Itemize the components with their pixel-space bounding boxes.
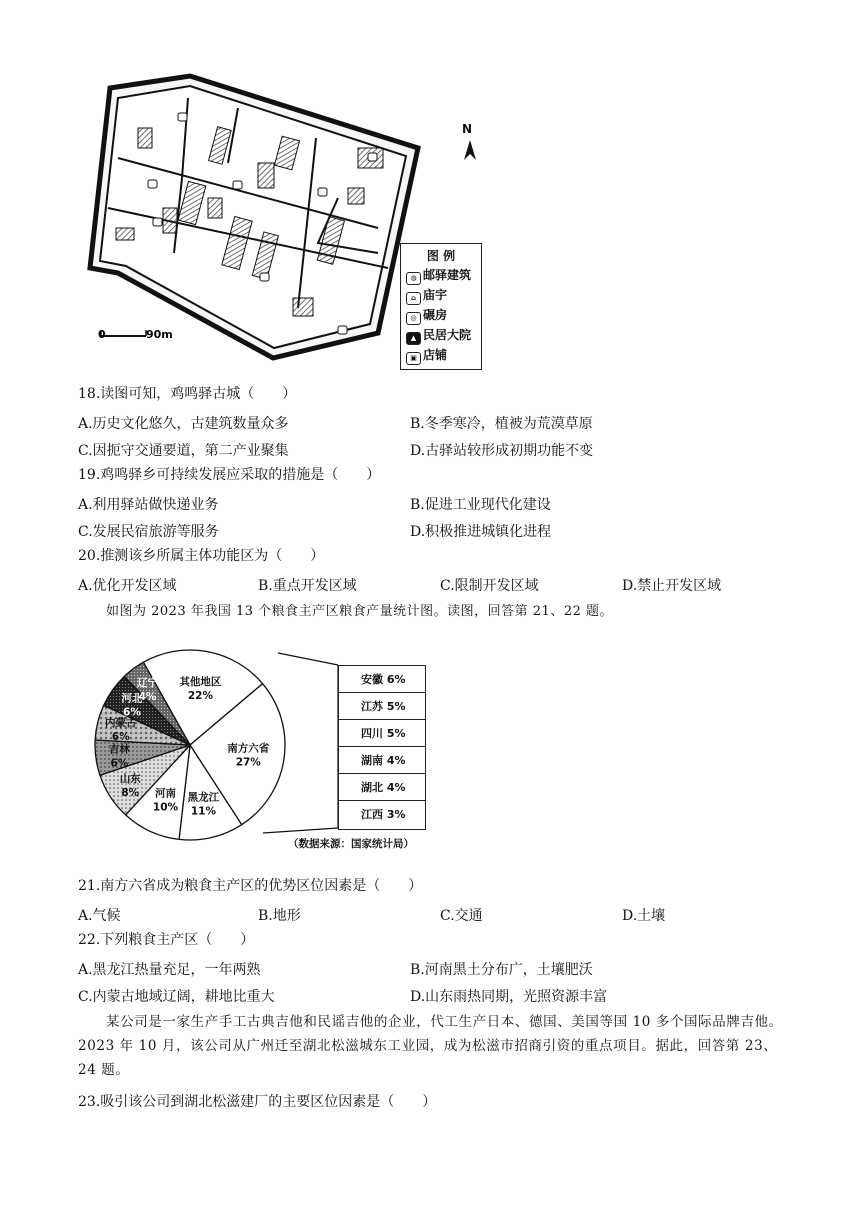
q20-option-a[interactable]: A.优化开发区域 — [78, 578, 177, 594]
q21-option-d[interactable]: D.土壤 — [622, 908, 666, 924]
breakdown-row: 湖南 4% — [339, 747, 425, 774]
pie-slice-label: 其他地区 — [179, 676, 222, 689]
q22-stem: 22.下列粮食主产区（ ） — [78, 932, 255, 948]
pie-slice-value: 8% — [121, 786, 140, 799]
legend-item: ⌂ 庙宇 — [401, 285, 481, 305]
q18-stem: 18.读图可知，鸡鸣驿古城（ ） — [78, 386, 297, 402]
q22-option-b[interactable]: B.河南黑土分布广，土壤肥沃 — [410, 962, 593, 978]
temple-icon: ⌂ — [406, 292, 421, 305]
q18-option-a[interactable]: A.历史文化悠久，古建筑数量众多 — [78, 416, 289, 432]
q19-option-c[interactable]: C.发展民宿旅游等服务 — [78, 524, 219, 540]
courtyard-icon: ▲ — [406, 332, 421, 345]
pie-slice-value: 6% — [111, 730, 130, 743]
q19-option-a[interactable]: A.利用驿站做快递业务 — [78, 497, 219, 513]
breakdown-row: 江西 3% — [361, 808, 406, 821]
scale-end: 90m — [146, 328, 173, 341]
ancient-city-map — [78, 68, 438, 368]
breakdown-row: 安徽 6% — [339, 666, 425, 693]
pie-slice-value: 22% — [187, 690, 214, 703]
q18-option-d[interactable]: D.古驿站较形成初期功能不变 — [410, 443, 594, 459]
pie-slice-label: 辽宁 — [137, 676, 159, 689]
map-legend — [400, 243, 482, 370]
q19-option-b[interactable]: B.促进工业现代化建设 — [410, 497, 551, 513]
pie-slice-label: 南方六省 — [227, 742, 270, 755]
pie-slice-value: 27% — [235, 756, 261, 769]
q18-option-c[interactable]: C.因扼守交通要道，第二产业聚集 — [78, 443, 289, 459]
post-building-icon: ◍ — [406, 272, 421, 285]
north-label-text: N — [462, 122, 473, 136]
pie-slice-label: 内蒙古 — [105, 716, 137, 729]
pie-slice-value: 6% — [110, 757, 129, 770]
q21-option-a[interactable]: A.气候 — [78, 908, 121, 924]
q19-stem: 19.鸡鸣驿乡可持续发展应采取的措施是（ ） — [78, 467, 381, 483]
legend-item: ▲ 民居大院 — [401, 325, 481, 345]
q21-option-b[interactable]: B.地形 — [258, 908, 301, 924]
data-source-note: （数据来源：国家统计局） — [288, 838, 414, 850]
pie-slice-label: 山东 — [119, 772, 141, 785]
q22-option-c[interactable]: C.内蒙古地域辽阔，耕地比重大 — [78, 989, 275, 1005]
q23-stem: 23.吸引该公司到湖北松滋建厂的主要区位因素是（ ） — [78, 1094, 437, 1110]
pie-slice-label: 吉林 — [108, 743, 130, 756]
legend-item: ▣ 店铺 — [401, 345, 481, 365]
q22-option-a[interactable]: A.黑龙江热量充足，一年两熟 — [78, 962, 261, 978]
south-six-breakdown-table — [338, 665, 426, 830]
breakdown-row: 湖北 4% — [339, 774, 425, 801]
q20-option-d[interactable]: D.禁止开发区域 — [622, 578, 722, 594]
scale-zero: 0 — [98, 328, 106, 341]
q21-stem: 21.南方六省成为粮食主产区的优势区位因素是（ ） — [78, 878, 423, 894]
shop-icon: ▣ — [406, 352, 421, 365]
breakdown-row: 四川 5% — [339, 720, 425, 747]
legend-title: 图 例 — [426, 249, 456, 263]
q20-option-b[interactable]: B.重点开发区域 — [258, 578, 357, 594]
pie-slice-label: 河南 — [154, 787, 176, 800]
q21-option-c[interactable]: C.交通 — [440, 908, 483, 924]
pie-slice-value: 6% — [123, 706, 141, 719]
q19-option-d[interactable]: D.积极推进城镇化进程 — [410, 524, 552, 540]
pie-slice-value: 11% — [190, 805, 217, 818]
intro-21-22: 如图为 2023 年我国 13 个粮食主产区粮食产量统计图。读图，回答第 21、22 题。 — [106, 604, 614, 619]
legend-item: ◎ 碾房 — [401, 305, 481, 325]
breakdown-row: 江苏 5% — [339, 693, 425, 720]
pie-slice-label: 河北 — [121, 692, 143, 705]
legend-item: ◍ 邮驿建筑 — [401, 265, 481, 285]
q20-stem: 20.推测该乡所属主体功能区为（ ） — [78, 548, 325, 564]
pie-slice-label: 黑龙江 — [187, 791, 220, 804]
pie-slice-value: 4% — [138, 690, 157, 703]
q22-option-d[interactable]: D.山东雨热同期，光照资源丰富 — [410, 989, 608, 1005]
pie-slice-value: 10% — [152, 801, 179, 814]
q20-option-c[interactable]: C.限制开发区域 — [440, 578, 539, 594]
q18-option-b[interactable]: B.冬季寒冷，植被为荒漠草原 — [410, 416, 593, 432]
north-arrow-icon — [463, 140, 477, 162]
intro-23-24: 某公司是一家生产手工古典吉他和民谣吉他的企业，代工生产日本、德国、美国等国 10 多个国际品牌吉他。2023 年 10 月，该公司从广州迁至湖北松滋城东工业园，成为松滋市招商引资的重点项目。据此，回答第 23、24 题。 — [78, 1014, 783, 1078]
mill-icon: ◎ — [406, 312, 421, 325]
